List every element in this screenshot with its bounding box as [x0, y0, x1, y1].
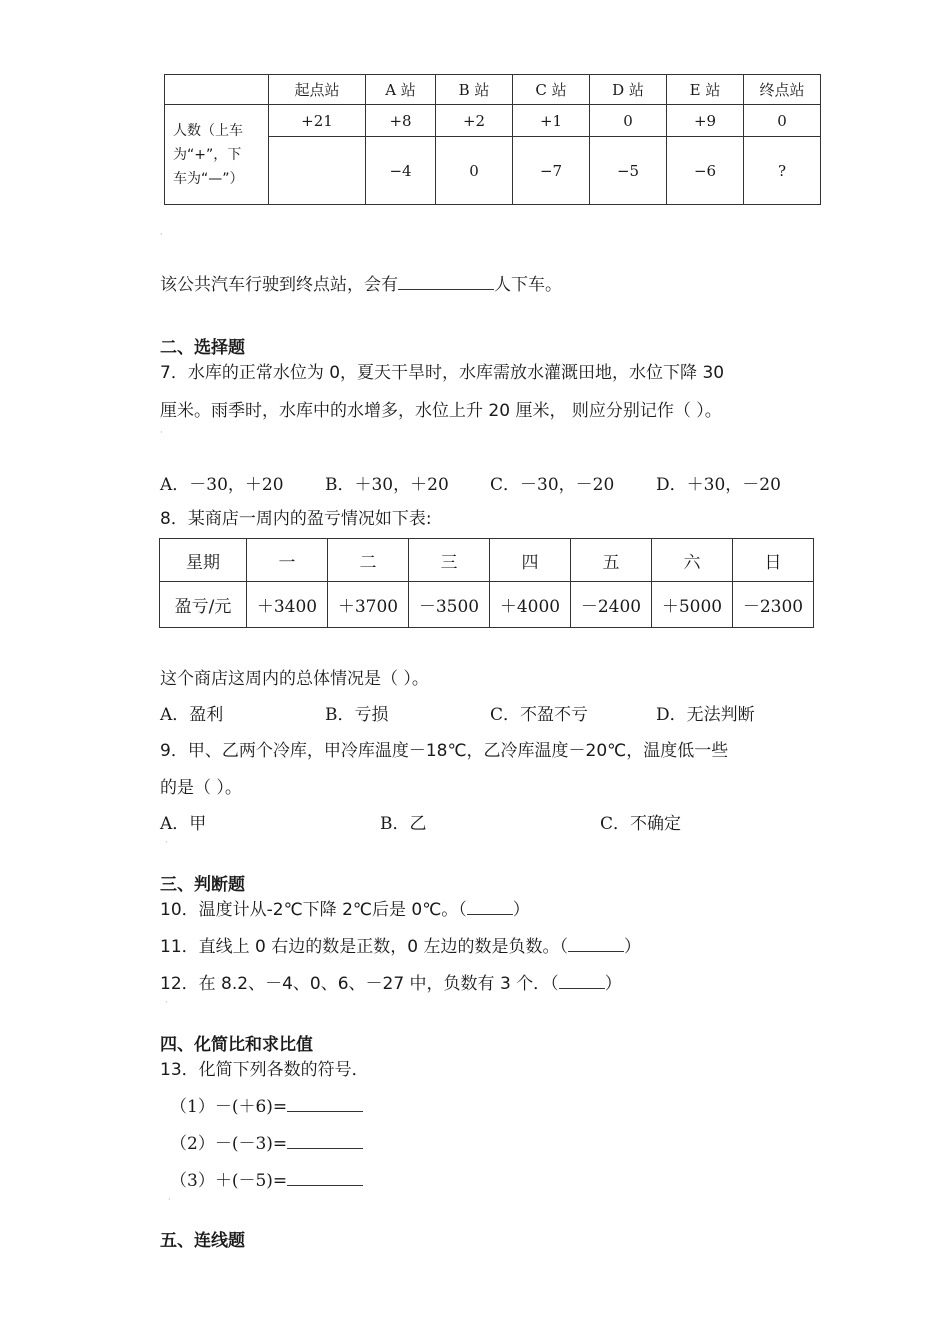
q7-line-1: 7．水库的正常水位为 0，夏天干旱时，水库需放水灌溉田地，水位下降 30 — [160, 363, 725, 383]
row-label — [165, 105, 269, 205]
q12-line — [160, 969, 622, 994]
q9-option-c[interactable]: C．不确定 — [600, 814, 682, 834]
table-cell: +21 — [269, 105, 366, 137]
q12-answer-blank[interactable] — [559, 974, 605, 989]
section-4-title: 四、化简比和求比值 — [160, 1035, 313, 1055]
table-header-cell: B 站 — [436, 75, 513, 105]
q6-answer-blank[interactable] — [398, 275, 494, 290]
table-cell: ＋3400 — [247, 582, 328, 628]
q7-line-2: 厘米。雨季时，水库中的水增多，水位上升 20 厘米， 则应分别记作（ ）。 — [160, 401, 722, 421]
row-label-line: 人数（上车 — [173, 122, 243, 139]
table-row — [165, 105, 821, 137]
q10-close-paren: ） — [512, 900, 530, 920]
table-cell — [269, 137, 366, 205]
q13-item-2 — [170, 1129, 363, 1154]
table-cell: +8 — [366, 105, 436, 137]
q8-question: 这个商店这周内的总体情况是（ ）。 — [160, 669, 429, 689]
q6-answer-line — [160, 270, 562, 295]
table-header-row — [165, 75, 821, 105]
table-cell: －3500 — [409, 582, 490, 628]
profit-loss-table — [159, 538, 814, 628]
table-cell: 0 — [744, 105, 821, 137]
table-cell: ＋5000 — [652, 582, 733, 628]
row-label-line: 为“+”，下 — [173, 146, 242, 163]
q8-option-a[interactable]: A．盈利 — [160, 705, 224, 725]
q9-option-b[interactable]: B．乙 — [380, 814, 427, 834]
table-header-cell: C 站 — [513, 75, 590, 105]
q7-option-d[interactable]: D．＋30，－20 — [656, 475, 781, 495]
table-cell: +9 — [667, 105, 744, 137]
q13-stem: 13．化简下列各数的符号． — [160, 1060, 369, 1080]
q8-option-d[interactable]: D．无法判断 — [656, 705, 755, 725]
row-label-line: 车为“—”） — [173, 170, 244, 187]
table-cell: ＋4000 — [490, 582, 571, 628]
table-header-cell: 五 — [571, 539, 652, 582]
q13-item-label: （1）－(＋6)= — [170, 1097, 288, 1117]
q13-item-3 — [170, 1166, 363, 1191]
section-3-title: 三、判断题 — [160, 875, 245, 895]
table-cell: －2300 — [733, 582, 814, 628]
table-header-cell — [165, 75, 269, 105]
q13-item-label: （3）＋(－5)= — [170, 1171, 288, 1191]
q13-item-label: （2）－(－3)= — [170, 1134, 288, 1154]
q9-line-2: 的是（ ）。 — [160, 778, 242, 798]
table-header-cell: 六 — [652, 539, 733, 582]
section-5-title: 五、连线题 — [160, 1231, 245, 1251]
table-header-cell: A 站 — [366, 75, 436, 105]
q6-text-before: 该公共汽车行驶到终点站，会有 — [160, 275, 398, 295]
q12-text: 12．在 8.2、－4、0、6、－27 中，负数有 3 个．（ — [160, 974, 559, 994]
q13-item-1-blank[interactable] — [287, 1097, 363, 1112]
table-cell: −6 — [667, 137, 744, 205]
q7-option-c[interactable]: C．－30，－20 — [490, 475, 615, 495]
table-cell: ＋3700 — [328, 582, 409, 628]
table-cell: －2400 — [571, 582, 652, 628]
q9-option-a[interactable]: A．甲 — [160, 814, 207, 834]
q10-text: 10．温度计从-2℃下降 2℃后是 0℃。（ — [160, 900, 467, 920]
table-cell: 0 — [436, 137, 513, 205]
table-header-cell: 四 — [490, 539, 571, 582]
table-header-cell: 一 — [247, 539, 328, 582]
table-cell: ? — [744, 137, 821, 205]
q13-item-3-blank[interactable] — [287, 1171, 363, 1186]
table-cell: +2 — [436, 105, 513, 137]
q8-option-c[interactable]: C．不盈不亏 — [490, 705, 589, 725]
table-header-cell: 二 — [328, 539, 409, 582]
q11-close-paren: ） — [623, 937, 641, 957]
table-row — [160, 582, 814, 628]
table-header-row — [160, 539, 814, 582]
table-header-cell: 终点站 — [744, 75, 821, 105]
q6-text-after: 人下车。 — [494, 275, 562, 295]
table-header-cell: D 站 — [590, 75, 667, 105]
q10-answer-blank[interactable] — [467, 900, 513, 915]
q7-option-a[interactable]: A．－30，＋20 — [160, 475, 284, 495]
q10-line — [160, 895, 530, 920]
table-cell: +1 — [513, 105, 590, 137]
table-cell: −7 — [513, 137, 590, 205]
q11-answer-blank[interactable] — [568, 937, 624, 952]
q12-close-paren: ） — [604, 974, 622, 994]
table-cell: −5 — [590, 137, 667, 205]
q7-option-b[interactable]: B．＋30，＋20 — [325, 475, 449, 495]
q13-item-1 — [170, 1092, 363, 1117]
table-cell: −4 — [366, 137, 436, 205]
q11-line — [160, 932, 641, 957]
row-label: 盈亏/元 — [160, 582, 247, 628]
table-header-cell: E 站 — [667, 75, 744, 105]
bus-passenger-table — [164, 74, 821, 205]
q8-option-b[interactable]: B．亏损 — [325, 705, 389, 725]
table-header-cell: 三 — [409, 539, 490, 582]
table-header-cell: 日 — [733, 539, 814, 582]
table-header-cell: 起点站 — [269, 75, 366, 105]
table-header-cell: 星期 — [160, 539, 247, 582]
q8-stem: 8．某商店一周内的盈亏情况如下表: — [160, 509, 432, 529]
q13-item-2-blank[interactable] — [287, 1134, 363, 1149]
q9-line-1: 9．甲、乙两个冷库，甲冷库温度－18℃，乙冷库温度－20℃，温度低一些 — [160, 741, 729, 761]
q11-text: 11．直线上 0 右边的数是正数，0 左边的数是负数。（ — [160, 937, 568, 957]
section-2-title: 二、选择题 — [160, 338, 245, 358]
table-cell: 0 — [590, 105, 667, 137]
